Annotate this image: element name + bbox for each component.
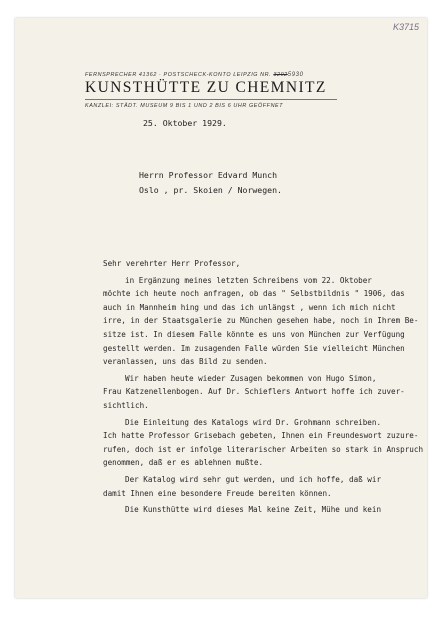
recipient-block (139, 168, 282, 198)
body-line: möchte ich heute noch anfragen, ob das " Selbstbildnis " 1906, das (103, 289, 405, 299)
body-line: Frau Katzenellenbogen. Auf Dr. Schieflers Antwort hoffe ich zuver- (103, 387, 405, 397)
letterhead-contact-line (85, 72, 375, 78)
letterhead-title: KUNSTHÜTTE ZU CHEMNITZ (85, 79, 337, 100)
letterhead-struck-number: 3202 (273, 72, 288, 78)
body-line: auch in Mannheim hing und das ich unlängst , wenn ich mich nicht (103, 302, 396, 312)
salutation: Sehr verehrter Herr Professor, (103, 259, 241, 268)
body-line: Wir haben heute wieder Zusagen bekommen von Hugo Simon, (125, 373, 377, 383)
paragraph-1 (103, 274, 425, 369)
body-line: genommen, daß er es ablehnen mußte. (103, 458, 264, 468)
paragraph-3 (103, 416, 425, 470)
body-line: sitze ist. In diesem Falle könnte es uns von München zur Verfügung (103, 329, 405, 339)
paragraph-4 (103, 473, 425, 500)
letterhead-office-hours: KANZLEI: STÄDT. MUSEUM 9 BIS 1 UND 2 BIS 6 UHR GEÖFFNET (85, 103, 284, 109)
letter-sheet (15, 18, 427, 598)
body-line: rufen, doch ist er infolge literarischer Arbeiten so stark in Anspruch (103, 444, 424, 454)
paragraph-5 (103, 503, 425, 517)
body-line: in Ergänzung meines letzten Schreibens vom 22. Oktober (125, 275, 372, 285)
body-line: Der Katalog wird sehr gut werden, und ich hoffe, daß wir (125, 474, 382, 484)
letterhead (85, 72, 375, 109)
letter-date: 25. Oktober 1929. (143, 118, 227, 128)
archive-number: K3715 (392, 22, 419, 32)
letter-body (103, 257, 425, 517)
body-line: Ich hatte Professor Grisebach gebeten, Ihnen ein Freundeswort zuzure- (103, 431, 419, 441)
body-line: Die Kunsthütte wird dieses Mal keine Zeit, Mühe und kein (125, 505, 382, 515)
body-line: Die Einleitung des Katalogs wird Dr. Grohmann schreiben. (125, 417, 382, 427)
letterhead-handwritten-number: 5930 (287, 72, 304, 78)
body-line: damit Ihnen eine besondere Freude bereiten können. (103, 488, 332, 498)
body-line: irre, in der Staatsgalerie zu München gesehen habe, noch in Ihrem Be- (103, 316, 419, 326)
letterhead-contact-text: FERNSPRECHER 41362 · POSTSCHECK-KONTO LEIPZIG NR. (85, 72, 272, 78)
body-line: gestellt werden. Im zusagenden Falle würden Sie vielleicht München (103, 343, 405, 353)
paragraph-2 (103, 372, 425, 413)
recipient-address: Oslo , pr. Skoien / Norwegen. (139, 185, 282, 195)
recipient-name: Herrn Professor Edvard Munch (139, 170, 278, 180)
body-line: veranlassen, uns das Bild zu senden. (103, 357, 268, 367)
body-line: sichtlich. (103, 400, 149, 410)
